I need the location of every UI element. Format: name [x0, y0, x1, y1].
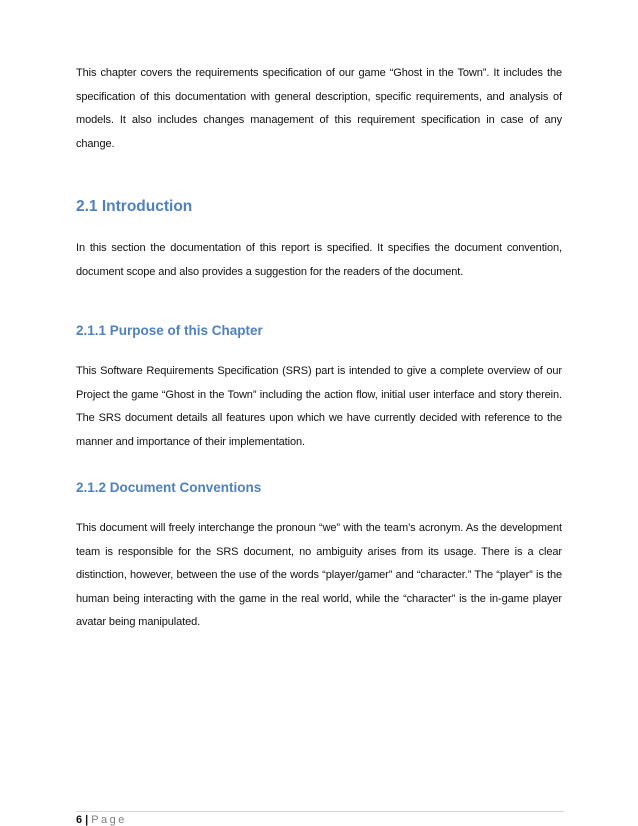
- section-heading-document-conventions: 2.1.2 Document Conventions: [76, 480, 262, 495]
- section-heading-introduction: 2.1 Introduction: [76, 198, 193, 215]
- purpose-paragraph: This Software Requirements Specification (SRS) part is intended to give a complete overview of our Project the game “Ghost in the Town” including the action flow, initial user interface and story therein. The SRS document details all features upon which we have currently decided with reference to the manner and importance of their implementation.: [76, 365, 562, 448]
- page-content: [76, 62, 562, 635]
- footer-separator: |: [85, 814, 89, 826]
- page-label: Page: [91, 814, 127, 826]
- section-heading-purpose: 2.1.1 Purpose of this Chapter: [76, 323, 263, 338]
- introduction-paragraph: In this section the documentation of this report is specified. It specifies the document convention, document scope and also provides a suggestion for the readers of the document.: [76, 242, 562, 278]
- conventions-paragraph: This document will freely interchange the pronoun “we” with the team’s acronym. As the development team is responsible for the SRS document, no ambiguity arises from its usage. There is a clear distinction, however, between the use of the words “player/gamer” and “character.” The “player” is the human being interacting with the game in the real world, while the “character” is the in-game player avatar being manipulated.: [76, 522, 562, 628]
- page-footer: [76, 814, 127, 826]
- page-number: 6: [76, 814, 83, 826]
- footer-divider: [76, 811, 564, 812]
- intro-paragraph: This chapter covers the requirements specification of our game “Ghost in the Town”. It includes the specification of this documentation with general description, specific requirements, and analysis of models. It also includes changes management of this requirement specification in case of any change.: [76, 67, 562, 150]
